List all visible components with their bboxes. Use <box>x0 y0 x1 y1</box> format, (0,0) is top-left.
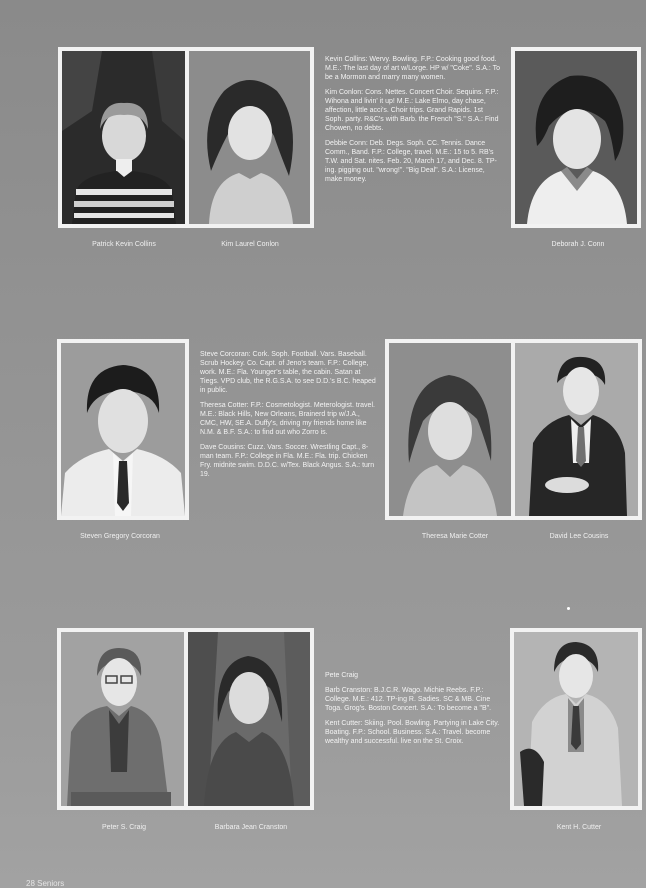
bio-pete-craig: Pete Craig <box>325 672 359 679</box>
page-footer: 28 Seniors <box>26 879 65 888</box>
bio-kim-conlon: Kim Conlon: Cons. Nettes. Concert Choir. Sequins. F.P.: Wihona and livin' it up! M.E.: Lake Elmo, day chase, affection, little acci's. Choir trips. Grand Rapids. 1st Soph. party. R&C's with Barb. the French "S." S.A.: Find Chowen, no debts. <box>325 89 499 132</box>
caption-barbara-jean-cranston: Barbara Jean Cranston <box>214 824 288 831</box>
caption-kim-laurel-conlon: Kim Laurel Conlon <box>221 241 279 248</box>
caption-kent-h-cutter: Kent H. Cutter <box>556 824 602 831</box>
bio-debbie-conn: Debbie Conn: Deb. Degs. Soph. CC. Tennis. Dance Comm., Band. F.P.: College, travel. M.E.: 15 to 5. RB's T.W. and Sat. nites. Feb. 20, March 17, and Dec. 8. TP-ing. pigging out. "wrong!". "Big Deal". S.A.: License, make money. <box>325 140 497 183</box>
caption-david-lee-cousins: David Lee Cousins <box>549 533 609 540</box>
bio-kevin-collins: Kevin Collins: Wervy. Bowling. F.P.: Cooking good food. M.E.: The last day of art w/Lorge. HP w/ "Coke". S.A.: To be a Mormon and marry many women. <box>325 56 500 81</box>
bio-block-row3 <box>325 671 503 752</box>
caption-steven-gregory-corcoran: Steven Gregory Corcoran <box>80 533 160 540</box>
caption-patrick-kevin-collins: Patrick Kevin Collins <box>92 241 156 248</box>
speck <box>567 607 570 610</box>
caption-peter-s-craig: Peter S. Craig <box>102 824 146 831</box>
bio-block-row2 <box>200 350 378 485</box>
caption-theresa-marie-cotter: Theresa Marie Cotter <box>421 533 489 540</box>
bio-theresa-cotter: Theresa Cotter: F.P.: Cosmetologist. Meterologist. travel. M.E.: Black Hills, New Orleans, Brainerd trip w/J.A., CMC, HW, SE.A. Duffy's, driving my friends home like N.M. & B.F. S.A.: to find out who Zorro is. <box>200 402 375 436</box>
portrait-peter-s-craig <box>61 632 184 806</box>
caption-deborah-j-conn: Deborah J. Conn <box>551 241 605 248</box>
portrait-steven-gregory-corcoran <box>61 343 185 516</box>
portrait-patrick-kevin-collins <box>62 51 185 224</box>
portrait-david-lee-cousins <box>515 343 638 516</box>
portrait-kent-h-cutter <box>514 632 638 806</box>
bio-dave-cousins: Dave Cousins: Cuzz. Vars. Soccer. Wrestling Capt., 8-man team. F.P.: College in Fla. M.E.: Fla. trip. Chicken Fry. midnite swim. D.D.C. w/Tex. Black Angus. S.A.: turn 19. <box>200 444 375 478</box>
bio-steve-corcoran: Steve Corcoran: Cork. Soph. Football. Vars. Baseball. Scrub Hockey. Co. Capt. of Jeno's team. F.P.: College, work. M.E.: Fla. Younger's table, the cabin. Satan at Tiegs. VPD club, the R.G.S.A. to see D.D.'s B.C. heaped in public. <box>200 351 376 394</box>
portrait-barbara-jean-cranston <box>188 632 310 806</box>
portrait-deborah-j-conn <box>515 51 637 224</box>
portrait-theresa-marie-cotter <box>389 343 511 516</box>
bio-block-row1 <box>325 55 503 190</box>
portrait-kim-laurel-conlon <box>189 51 310 224</box>
bio-kent-cutter: Kent Cutter: Skiing. Pool. Bowling. Partying in Lake City. Boating. F.P.: School. Business. S.A.: Travel. become wealthy and successful. live on the St. Croix. <box>325 720 500 745</box>
bio-barb-cranston: Barb Cranston: B.J.C.R. Wago. Michie Reebs. F.P.: College. M.E.: 412. TP-ing R. Sadies. SC & MB. Cine Toga. Grog's. Boston Concert. S.A.: To become a "B". <box>325 687 492 712</box>
